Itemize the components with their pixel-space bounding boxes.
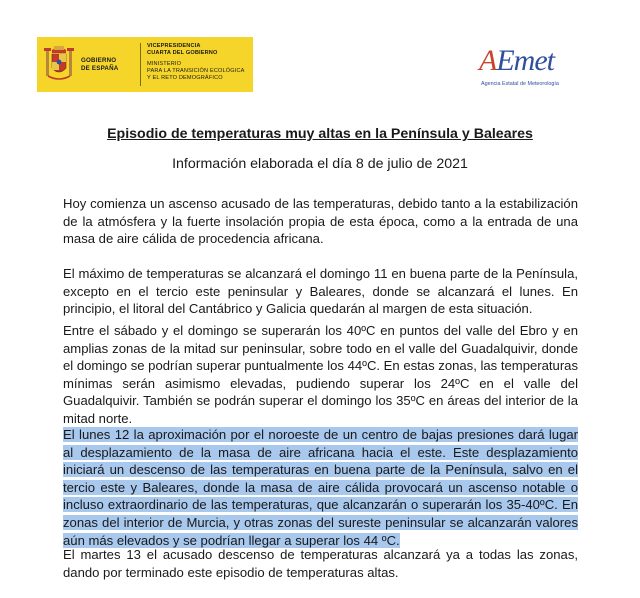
vice-line-1: VICEPRESIDENCIA bbox=[147, 43, 201, 49]
ministry-line-2: PARA LA TRANSICIÓN ECOLÓGICA bbox=[147, 67, 245, 74]
aemet-logo bbox=[475, 40, 585, 92]
ministry-line-1: MINISTERIO bbox=[147, 60, 182, 67]
gov-name-line-1: GOBIERNO bbox=[81, 56, 117, 64]
coat-of-arms-icon bbox=[43, 44, 75, 86]
government-name bbox=[81, 57, 118, 73]
document-title: Episodio de temperaturas muy altas en la Península y Baleares bbox=[107, 126, 533, 142]
ministry-line-3: Y EL RETO DEMOGRÁFICO bbox=[147, 75, 223, 82]
aemet-wordmark bbox=[479, 44, 554, 78]
text-selection-highlight[interactable]: El lunes 12 la aproximación por el noroeste de un centro de bajas presiones dará lugar al desplazamiento de la masa de aire africana hacia el este. Este desplazamiento iniciará un descenso de las temperaturas en buena parte de la Península, salvo en el tercio este y Baleares, donde la masa de aire cálida provocará un ascenso notable o incluso extraordinario de las temperaturas, que alcanzarán o superarán los 35-40ºC. En zonas del interior de Murcia, y otras zonas del sureste peninsular se alcanzarán valores aún más elevados y se podrían llegar a superar los 44 ºC. bbox=[63, 427, 578, 548]
paragraph-2: El máximo de temperaturas se alcanzará el domingo 11 en buena parte de la Península, excepto en el tercio este peninsular y Baleares, donde se alcanzará el lunes. En principio, el litoral del Cantábrico y Galicia quedarán al margen de esta situación. bbox=[63, 266, 578, 317]
aemet-logo-rest: Emet bbox=[496, 44, 554, 77]
paragraph-3: Entre el sábado y el domingo se superarán los 40ºC en puntos del valle del Ebro y en amplias zonas de la mitad sur peninsular, sobre todo en el valle del Guadalquivir, donde el domingo se podrían superar puntualmente los 44ºC. En estas zonas, las temperaturas mínimas serán asimismo elevadas, pudiendo superar los 24ºC en el valle del Guadalquivir. También se podrán superar el domingo los 35ºC en áreas del interior de la mitad norte. bbox=[63, 323, 579, 426]
government-of-spain bbox=[37, 37, 140, 92]
aemet-logo-a: A bbox=[479, 44, 497, 77]
vice-line-2: CUARTA DEL GOBIERNO bbox=[147, 50, 218, 57]
document-subtitle: Información elaborada el día 8 de julio de 2021 bbox=[172, 156, 468, 172]
aemet-subtitle: Agencia Estatal de Meteorología bbox=[481, 81, 559, 87]
gov-name-line-2: DE ESPAÑA bbox=[81, 64, 119, 72]
vicepresidency bbox=[147, 43, 253, 58]
paragraph-1: Hoy comienza un ascenso acusado de las temperaturas, debido tanto a la estabilización de la atmósfera y la fuerte insolación propia de esta época, como a la entrada de una masa de aire cálida de procedencia africana. bbox=[63, 196, 578, 247]
ministry-block bbox=[141, 37, 253, 92]
government-header bbox=[37, 37, 253, 92]
paragraph-4-highlighted bbox=[63, 426, 578, 549]
paragraph-5: El martes 13 el acusado descenso de temperaturas alcanzará ya a todas las zonas, dando por terminado este episodio de temperaturas altas. bbox=[63, 547, 578, 580]
